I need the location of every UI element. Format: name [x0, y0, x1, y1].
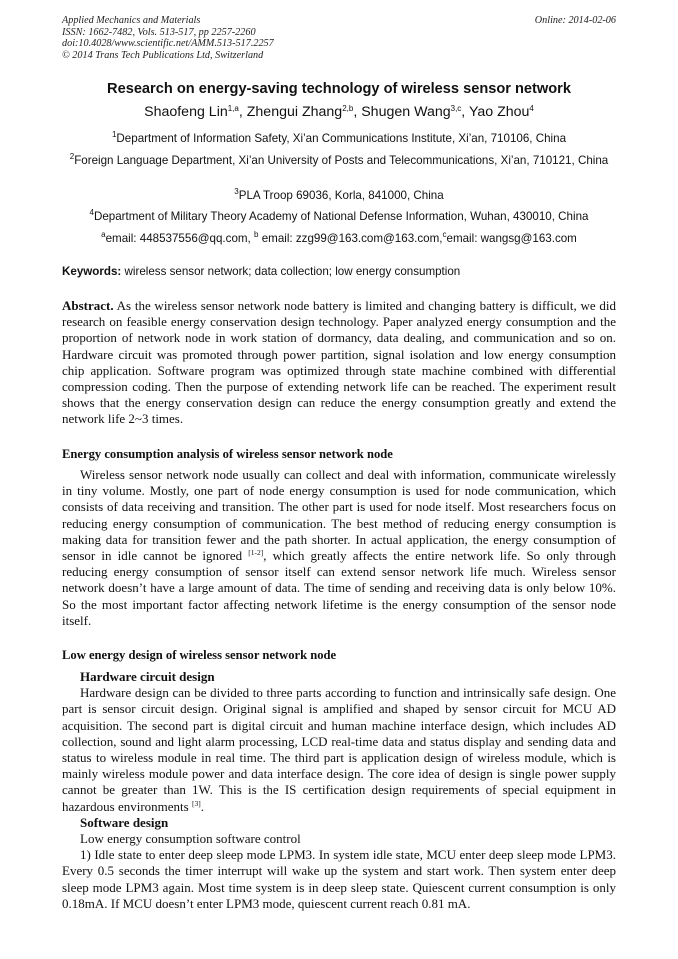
abstract-label: Abstract.: [62, 298, 114, 313]
paper-title: Research on energy-saving technology of wireless sensor network: [107, 81, 571, 97]
affiliation-text: Department of Information Safety, Xi’an Communications Institute, Xi’an, 710106, China: [116, 132, 567, 145]
affiliation-sup: 1: [111, 130, 117, 139]
section1-body: [62, 467, 616, 629]
software-item-1: 1) Idle state to enter deep sleep mode LPM3. In system idle state, MCU enter deep sleep mode LPM3. Every 0.5 seconds the timer interrupt will wake up the system and start work. Then system enter deep sleep mode LPM3 again. Most time system is in deep sleep state. Quiescent current consumption is only 0.18mA. If MCU doesn’t enter LPM3 mode, quiescent current reach 0.81 mA.: [62, 847, 616, 911]
author-name: Shaofeng Lin: [144, 104, 228, 120]
affiliation-2: [66, 153, 612, 168]
affiliation-text: PLA Troop 69036, Korla, 841000, China: [238, 189, 444, 202]
journal-name: Applied Mechanics and Materials: [62, 15, 201, 26]
doi-line: doi:10.4028/www.scientific.net/AMM.513-517.2257: [62, 38, 274, 50]
email-c: email: wangsg@163.com: [446, 232, 577, 245]
section1-text: Wireless sensor network node usually can collect and deal with information, communicate wirelessly in tiny volume. Mostly, one part of node energy consumption is used for node communication, which consists of data receiving and transition. The other part is used for node itself. Most researchers focus on reducing energy consumption of communication. The best method of reducing energy consumption is making data for transition fewer and the path shorter. In actual application, the energy consumption of sensor in idle cannot be ignored: [62, 467, 616, 564]
keywords: [62, 265, 616, 278]
section-heading-low-energy-design: Low energy design of wireless sensor network node: [62, 648, 337, 662]
software-subheading: Low energy consumption software control: [80, 831, 301, 847]
email-sup: b: [254, 230, 259, 239]
author-name: Zhengui Zhang: [246, 104, 343, 120]
subheading-software: Software design: [80, 814, 169, 830]
author-sup: 3,c: [450, 104, 462, 113]
section-heading-energy-analysis: Energy consumption analysis of wireless sensor network node: [62, 447, 393, 461]
copyright-line: © 2014 Trans Tech Publications Ltd, Switzerland: [62, 49, 264, 61]
keywords-text: wireless sensor network; data collection; low energy consumption: [124, 265, 461, 278]
affiliation-sup: 4: [89, 208, 94, 217]
author-list: Shaofeng Lin$^{1,a}$, Zhengui Zhang$^{2,b}$, Shugen Wang$^{3,c}$, Yao Zhou$^4$: [144, 104, 534, 120]
section1-text-cont: , which greatly affects the entire network life. So only through reducing energy consumption of sensor itself can extend sensor network life much. Wireless sensor network doesn’t have a large amount of data. The time of sending and receiving data is only below 10%. So the most important factor affecting network lifetime is the energy consumption of the sensor node itself.: [62, 548, 616, 628]
email-sup: a: [101, 230, 106, 239]
email-sup: c: [442, 230, 447, 239]
abstract-text: As the wireless sensor network node battery is limited and changing battery is difficult, we did research on feasible energy conservation design technology. Paper analyzed energy consumption and the proportion of network node in work station of dormancy, data dealing, and communication and so on. Hardware circuit was promoted through power partition, signal isolation and low energy consumption chip application. Software program was optimized through state machine combined with differential compression coding. Then the purpose of extending network life can be reached. The experiment result shows that the energy conservation design can reduce the energy consumption greatly and extend the network life 2~3 times.: [62, 298, 616, 427]
email-a: email: 448537556@qq.com,: [105, 232, 251, 245]
email-line: [62, 231, 616, 246]
author-name: Shugen Wang: [361, 104, 451, 120]
author-sup: 2,b: [342, 104, 354, 113]
issn-line: ISSN: 1662-7482, Vols. 513-517, pp 2257-2260: [62, 26, 256, 38]
email-b: email: zzg99@163.com@163.com,: [261, 232, 443, 245]
online-date: Online: 2014-02-06: [534, 15, 616, 26]
abstract: [62, 298, 616, 428]
affiliation-sup: 2: [69, 152, 75, 161]
citation-ref: [3]: [191, 798, 201, 808]
subheading-hardware: Hardware circuit design: [80, 669, 215, 684]
author-sup: 4: [529, 104, 534, 113]
journal-header: [62, 15, 274, 61]
affiliation-1: [62, 131, 616, 146]
hardware-text-end: .: [200, 798, 204, 814]
author-name: Yao Zhou: [468, 104, 530, 120]
affiliation-text: Foreign Language Department, Xi’an University of Posts and Telecommunications, Xi’an, 710121, China: [74, 154, 609, 167]
hardware-text: Hardware design can be divided to three parts according to function and intrinsically safe design. One part is sensor circuit design. Original signal is amplified and shaped by sensor circuit for MCU AD acquisition. The second part is digital circuit and human machine interface design, which includes AD collection, sound and light alarm processing, LCD real-time data and status display and sending data and status to wireless module in real time. The third part is application design of wireless module, which is mainly wireless module power and data interface design. The core idea of design is single power supply cannot be greater than 1W. This is the IS certification design requirements of special equipment in hazardous environments: [62, 685, 616, 814]
section2-body: [62, 669, 616, 912]
citation-ref: [1-2]: [248, 548, 264, 558]
author-sup: 1,a: [227, 104, 239, 113]
keywords-label: Keywords:: [62, 265, 122, 278]
affiliation-sup: 3: [234, 187, 239, 196]
affiliation-4: [62, 209, 616, 224]
affiliation-3: [62, 188, 616, 203]
affiliation-text: Department of Military Theory Academy of National Defense Information, Wuhan, 430010, China: [93, 210, 589, 223]
